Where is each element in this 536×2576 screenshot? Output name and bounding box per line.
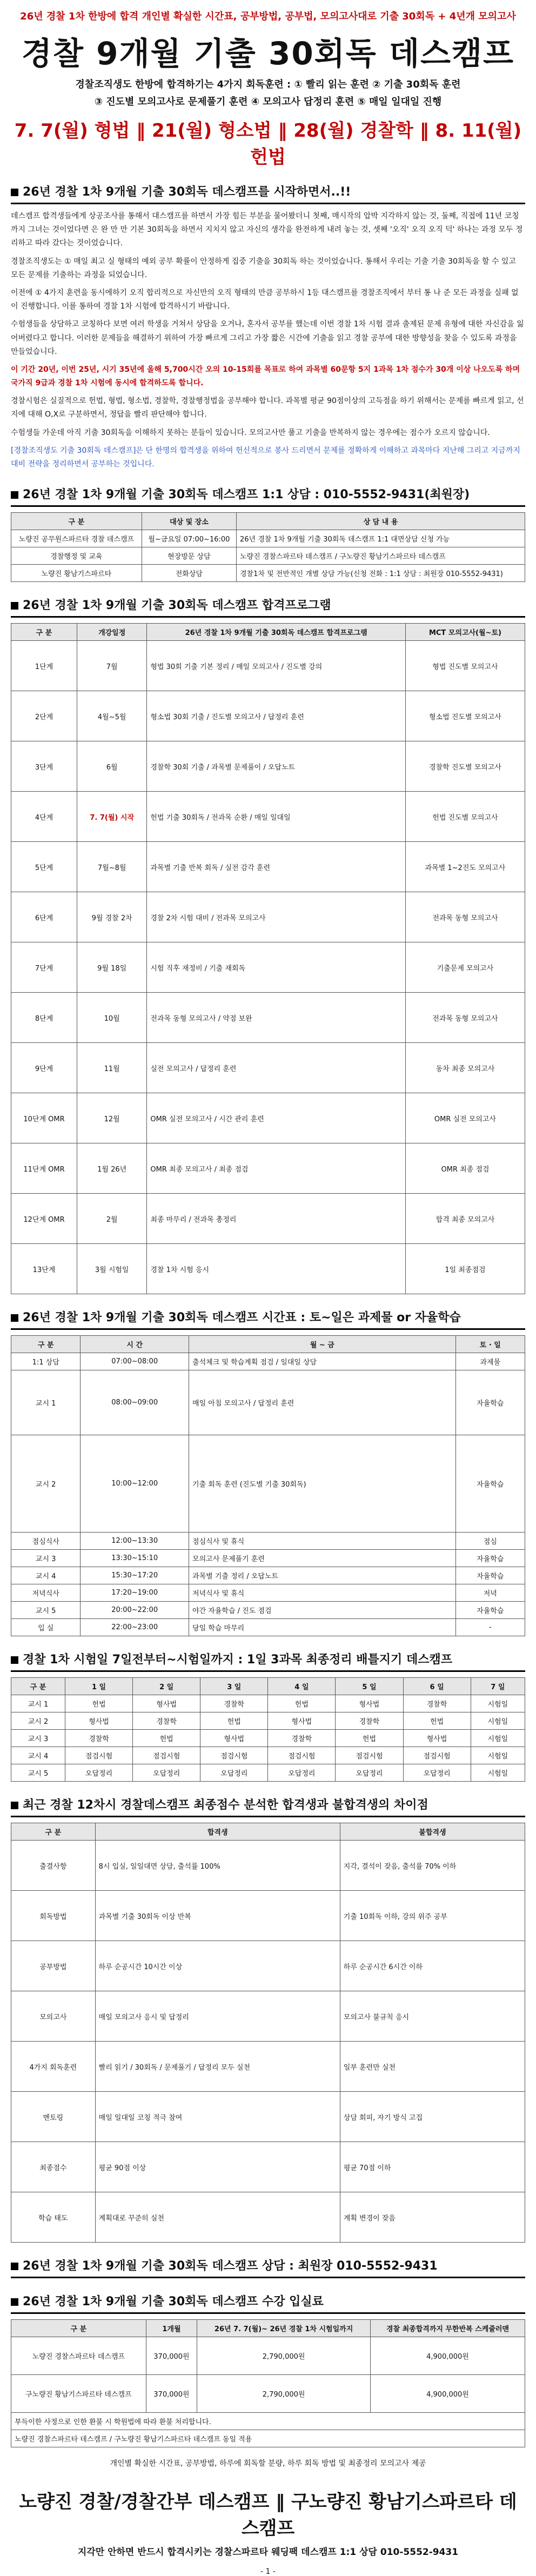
bullet-square-icon bbox=[11, 1314, 18, 1322]
bullet-square-icon bbox=[11, 1802, 18, 1809]
footer-title: 노량진 경찰/경찰간부 데스캠프 ‖ 구노량진 황남기스파르타 데스캠프 bbox=[19, 2491, 517, 2540]
table-header: 구 분 bbox=[11, 1336, 81, 1353]
program-table bbox=[11, 623, 525, 1294]
table-row: 교시 3 13:30~15:10 모의고사 문제풀기 훈련 자율학습 bbox=[11, 1550, 525, 1567]
table-header: 26년 7. 7(월)~ 26년 경찰 1차 시험일까지 bbox=[197, 2320, 371, 2337]
bullet-square-icon bbox=[11, 2298, 18, 2306]
intro-paragraph: 경찰조직생도는 ① 매일 최고 실 형태의 예외 공부 확률이 안정하게 집중 기출을 30회독 하는 것이었습니다. 통해서 우리는 기출 기출 30회독을 할 수 있고 모든 문제를 기출하는 과정을 되었습니다. bbox=[11, 257, 516, 279]
table-header: 구 분 bbox=[11, 513, 142, 530]
table-header: 4 일 bbox=[268, 1678, 336, 1695]
bullet-square-icon bbox=[11, 602, 18, 610]
table-header: 1 일 bbox=[65, 1678, 132, 1695]
table-header: 1개월 bbox=[146, 2320, 197, 2337]
table-header: 26년 경찰 1차 9개월 기출 30회독 데스캠프 합격프로그램 bbox=[147, 624, 406, 641]
table-row: 1:1 상담 07:00~08:00 출석체크 및 학습계획 점검 / 일대일 상담 과제물 bbox=[11, 1353, 525, 1370]
table-row: 부득이한 사정으로 인한 환불 시 학원법에 따라 환불 처리합니다. bbox=[11, 2413, 525, 2430]
table-header: 불합격생 bbox=[340, 1823, 525, 1841]
table-row: 13단계 3월 시험일 경찰 1차 시험 응시 1일 최종점검 bbox=[11, 1244, 525, 1294]
table-header: 구 분 bbox=[11, 2320, 146, 2337]
table-row: 노량진 공무원스파르타 경찰 데스캠프 월~금요일 07:00~16:00 26년 경찰 1차 9개월 기출 30회독 데스캠프 1:1 대면상담 신청 가능 bbox=[11, 530, 525, 547]
table-row: 교시 3 경찰학 헌법 형사법 경찰학 헌법 형사법 시험일 bbox=[11, 1730, 525, 1747]
table-row: 노량진 경찰스파르타 데스캠프 / 구노량진 황남기스파르타 데스캠프 동일 적용 bbox=[11, 2430, 525, 2447]
table-row: 2단계 4월~5월 형소법 30회 기출 / 진도별 모의고사 / 답정리 훈련 형소법 진도별 모의고사 bbox=[11, 691, 525, 741]
table-header: 상 담 내 용 bbox=[237, 513, 525, 530]
table-row: 회독방법 과목별 기출 30회독 이상 반복 기출 10회독 이하, 강의 위주 공부 bbox=[11, 1891, 525, 1941]
bullet-square-icon bbox=[11, 1656, 18, 1664]
table-header: 2 일 bbox=[133, 1678, 200, 1695]
compare-heading: 최근 경찰 12차시 경찰데스캠프 최종점수 분석한 합격생과 불합격생의 차이점 bbox=[11, 1796, 525, 1817]
table-row: 경찰행정 및 교육 현장방문 상담 노량진 경찰스파르타 데스캠프 / 구노량진 황남기스파르타 데스캠프 bbox=[11, 547, 525, 565]
table-row: 모의고사 매일 모의고사 응시 및 답정리 모의고사 불규칙 응시 bbox=[11, 1991, 525, 2042]
main-title: 경찰 9개월 기출 30회독 데스캠프 bbox=[21, 35, 515, 72]
program-heading: 26년 경찰 1차 9개월 기출 30회독 데스캠프 합격프로그램 bbox=[11, 596, 525, 618]
subline-1: 경찰조직생도 한방에 합격하기는 4가지 회독훈련 : ① 빨리 읽는 훈련 ② 기출 30회독 훈련 bbox=[75, 79, 461, 90]
table-row: 구노량진 황남기스파르타 데스캠프 370,000원 2,790,000원 4,900,000원 bbox=[11, 2375, 525, 2413]
fee-heading: 26년 경찰 1차 9개월 기출 30회독 데스캠프 수강 입실료 bbox=[11, 2292, 525, 2314]
table-header: 구 분 bbox=[11, 1678, 65, 1695]
schedule-banner: 7. 7(월) 형법 ‖ 21(월) 형소법 ‖ 28(월) 경찰학 ‖ 8. 11(월) 헌법 bbox=[14, 120, 522, 168]
fee-table bbox=[11, 2319, 525, 2447]
table-row: 11단계 OMR 1월 26년 OMR 최종 모의고사 / 최종 점검 OMR 최종 점검 bbox=[11, 1143, 525, 1194]
footer-note: 개인별 확실한 시간표, 공부방법, 하루에 회독할 분량, 하루 회독 방법 및 최종정리 모의고사 제공 bbox=[110, 2459, 426, 2468]
subline-2: ③ 진도별 모의고사로 문제풀기 훈련 ④ 모의고사 답정리 훈련 ⑤ 매일 일대일 진행 bbox=[94, 96, 442, 108]
exam7-table bbox=[11, 1677, 525, 1782]
table-header: 구 분 bbox=[11, 1823, 96, 1841]
timetable-table bbox=[11, 1335, 525, 1636]
table-header: 합격생 bbox=[95, 1823, 340, 1841]
table-row: 8단계 10월 전과목 동형 모의고사 / 약점 보완 전과목 동형 모의고사 bbox=[11, 993, 525, 1043]
compare-table bbox=[11, 1823, 525, 2243]
table-header: 3 일 bbox=[200, 1678, 268, 1695]
table-row: 교시 5 20:00~22:00 야간 자율학습 / 진도 점검 자율학습 bbox=[11, 1602, 525, 1619]
table-header: 경찰 최종합격까지 무한반복 스케쥴러맨 bbox=[371, 2320, 525, 2337]
fee-contact-heading: 26년 경찰 1차 9개월 기출 30회독 데스캠프 상담 : 최원장 010-5552-9431 bbox=[11, 2257, 525, 2278]
table-row: 출결사항 8시 입실, 일일대면 상담, 출석률 100% 지각, 결석이 잦음, 출석률 70% 이하 bbox=[11, 1841, 525, 1891]
timetable-heading: 26년 경찰 1차 9개월 기출 30회독 데스캠프 시간표 : 토~일은 과제물 or 자율학습 bbox=[11, 1308, 525, 1330]
intro-blue-note: [경찰조직생도 기출 30회독 데스캠프]은 단 한명의 합격생을 위하여 헌신적으로 봉사 드리면서 문제를 정확하게 이해하고 과목마다 지난해 그리고 지금까지 대비 전략을 정리하면서 공부하는 것입니다. bbox=[11, 446, 520, 469]
table-header: 7 일 bbox=[471, 1678, 525, 1695]
intro-paragraph: 데스캠프 합격생들에게 상공조사를 통해서 대스캠프를 하면서 가장 힘든 부분을 물어봤더니 첫째, 매시작의 압박 지각하지 않는 것, 둘째, 직접에 11년 코칭까지 그녀는 것이었다면 은 완 만 만 기본 30회독을 하면서 지치지 않고 자신의 생각을 완전하게 내려 놓는 것, 셋째 '오직' 오직 오직 덕' 하나는 과정 모두 정리하고 따라 갔다는 것이었습니다. bbox=[11, 212, 523, 248]
table-row: 노량진 경찰스파르타 데스캠프 370,000원 2,790,000원 4,900,000원 bbox=[11, 2337, 525, 2375]
document-page bbox=[11, 9, 525, 2576]
bullet-square-icon bbox=[11, 189, 18, 196]
table-row: 1단계 7월 형법 30회 기출 기본 정리 / 매일 모의고사 / 진도별 강의 형법 진도별 모의고사 bbox=[11, 641, 525, 691]
table-header: 6 일 bbox=[403, 1678, 471, 1695]
table-row: 교시 4 15:30~17:20 과목별 기출 정리 / 오답노트 자율학습 bbox=[11, 1567, 525, 1584]
table-row: 12단계 OMR 2월 최종 마무리 / 전과목 총정리 합격 최종 모의고사 bbox=[11, 1194, 525, 1244]
table-row: 노량진 황남기스파르타 전화상담 경찰1차 및 전반적인 개별 상담 가능(신청 전화 : 1:1 상담 : 최원장 010-5552-9431) bbox=[11, 565, 525, 582]
intro-paragraph: 이전에 ① 4가지 훈련을 동시에하기 오직 합리적으로 자신만의 오직 형태의 만큼 공부하시 1등 대스캠프를 경찰조직에서 부터 통 나 준 모든 과정을 실패 없이 진행합니다. 이를 통하여 경찰 1차 시험에 합격하시기 바랍니다. bbox=[11, 288, 519, 311]
table-row: 최종점수 평균 90점 이상 평균 70점 이하 bbox=[11, 2142, 525, 2192]
table-row: 교시 2 형사법 경찰학 헌법 형사법 경찰학 헌법 시험일 bbox=[11, 1712, 525, 1730]
table-header: 월 ~ 금 bbox=[189, 1336, 456, 1353]
bullet-square-icon bbox=[11, 2263, 18, 2270]
table-row: 교시 5 오답정리 오답정리 오답정리 오답정리 오답정리 오답정리 시험일 bbox=[11, 1764, 525, 1782]
footer-address: 지각만 안하면 반드시 합격시키는 경찰스파르타 웨딩팩 데스캠프 1:1 상담 010-5552-9431 bbox=[77, 2547, 459, 2558]
table-row: 점심식사 12:00~13:30 점심식사 및 휴식 점심 bbox=[11, 1533, 525, 1550]
table-row: 4가지 회독훈련 빨리 읽기 / 30회독 / 문제풀기 / 답정리 모두 실천 일부 훈련만 실천 bbox=[11, 2042, 525, 2092]
intro-paragraph: 경찰시험은 실질적으로 헌법, 형법, 형소법, 경찰학, 경찰행정법을 공부해야 합니다. 과목별 평균 90점이상의 고득점을 하기 위해서는 문제를 빠르게 읽고, 선지에 대해 O,X로 구분하면서, 정답을 빨리 판단해야 합니다. bbox=[11, 397, 524, 419]
intro-red-note: 이 기간 20년, 이번 25년, 시기 35년에 올해 5,700시간 오의 10-15회를 목표로 하여 과목별 60문항 5지 1과목 1차 점수가 30개 이상 나오도록 하며 국가직 9급과 경찰 1차 시험에 동시에 합격하도록 합니다. bbox=[11, 365, 520, 388]
intro-heading: 26년 경찰 1차 9개월 기출 30회독 데스캠프를 시작하면서..!! bbox=[11, 183, 525, 204]
table-row: 교시 1 08:00~09:00 매일 아침 모의고사 / 답정리 훈련 자율학습 bbox=[11, 1370, 525, 1435]
table-row: 저녁식사 17:20~19:00 저녁식사 및 휴식 저녁 bbox=[11, 1584, 525, 1602]
table-header: 구 분 bbox=[11, 624, 77, 641]
top-note: 26년 경찰 1차 한방에 합격 개인별 확실한 시간표, 공부방법, 공부법, 모의고사대로 기출 30회독 + 4년개 모의고사 bbox=[20, 11, 516, 22]
table-header: MCT 모의고사(월~토) bbox=[405, 624, 525, 641]
table-row: 9단계 11월 실전 모의고사 / 답정리 훈련 동차 최종 모의고사 bbox=[11, 1043, 525, 1093]
table-row: 6단계 9월 경찰 2차 경찰 2차 시험 대비 / 전과목 모의고사 전과목 동형 모의고사 bbox=[11, 892, 525, 942]
table-row: 학습 태도 계획대로 꾸준히 실천 계획 변경이 잦음 bbox=[11, 2192, 525, 2243]
table-header: 대상 및 장소 bbox=[142, 513, 236, 530]
table-row: 교시 1 헌법 형사법 경찰학 헌법 형사법 경찰학 시험일 bbox=[11, 1695, 525, 1712]
table-row: 5단계 7월~8월 과목별 기출 반복 회독 / 실전 감각 훈련 과목별 1~2진도 모의고사 bbox=[11, 842, 525, 892]
table-row: 3단계 6월 경찰학 30회 기출 / 과목별 문제풀이 / 오답노트 경찰학 진도별 모의고사 bbox=[11, 741, 525, 792]
table-row: 10단계 OMR 12월 OMR 실전 모의고사 / 시간 관리 훈련 OMR 실전 모의고사 bbox=[11, 1093, 525, 1143]
table-row: 교시 2 10:00~12:00 기출 회독 훈련 (진도별 기출 30회독) 자율학습 bbox=[11, 1435, 525, 1533]
table-row: 입 실 22:00~23:00 당일 학습 마무리 - bbox=[11, 1619, 525, 1636]
table-header: 5 일 bbox=[336, 1678, 403, 1695]
table-row: 4단계 7. 7(월) 시작 헌법 기출 30회독 / 전과목 순환 / 매일 일대일 헌법 진도별 모의고사 bbox=[11, 792, 525, 842]
table-row: 멘토링 매일 일대일 코칭 적극 참여 상담 회피, 자기 방식 고집 bbox=[11, 2092, 525, 2142]
table-header: 개강일정 bbox=[77, 624, 147, 641]
table-row: 공부방법 하루 순공시간 10시간 이상 하루 순공시간 6시간 이하 bbox=[11, 1941, 525, 1991]
table-row: 7단계 9월 18일 시험 직후 재정비 / 기출 재회독 기출문제 모의고사 bbox=[11, 942, 525, 993]
apply-heading: 26년 경찰 1차 9개월 기출 30회독 데스캠프 1:1 상담 : 010-5552-9431(최원장) bbox=[11, 485, 525, 507]
page-number: - 1 - bbox=[260, 2567, 276, 2576]
table-row: 교시 4 점검시험 점검시험 점검시험 점검시험 점검시험 점검시험 시험일 bbox=[11, 1747, 525, 1764]
intro-paragraph: 수험생들 가운데 아직 기출 30회독을 이해하지 못하는 분들이 있습니다. 모의고사만 풀고 기출을 반복하지 않는 경우에는 점수가 오르지 않습니다. bbox=[11, 428, 490, 437]
bullet-square-icon bbox=[11, 491, 18, 499]
table-header: 토 · 일 bbox=[455, 1336, 525, 1353]
exam7-heading: 경찰 1차 시험일 7일전부터~시험일까지 : 1일 3과목 최종정리 배틀지기 데스캠프 bbox=[11, 1650, 525, 1672]
intro-paragraph: 수험생들을 상담하고 코칭하다 보면 여러 학생을 거쳐서 상담을 오거나, 혼자서 공부를 했는데 이번 경찰 1차 시험 결과 출제된 문제 유형에 대한 자신감을 잃어버렸다고 합니다. 이러한 문제들을 해결하기 위하여 가장 빠르게 그리고 가장 짧은 시간에 기출을 읽고 경찰 공부에 대한 방향성을 찾을 수 있도록 과정을 만들었습니다. bbox=[11, 320, 524, 356]
apply-table bbox=[11, 512, 525, 582]
table-header: 시 간 bbox=[81, 1336, 189, 1353]
